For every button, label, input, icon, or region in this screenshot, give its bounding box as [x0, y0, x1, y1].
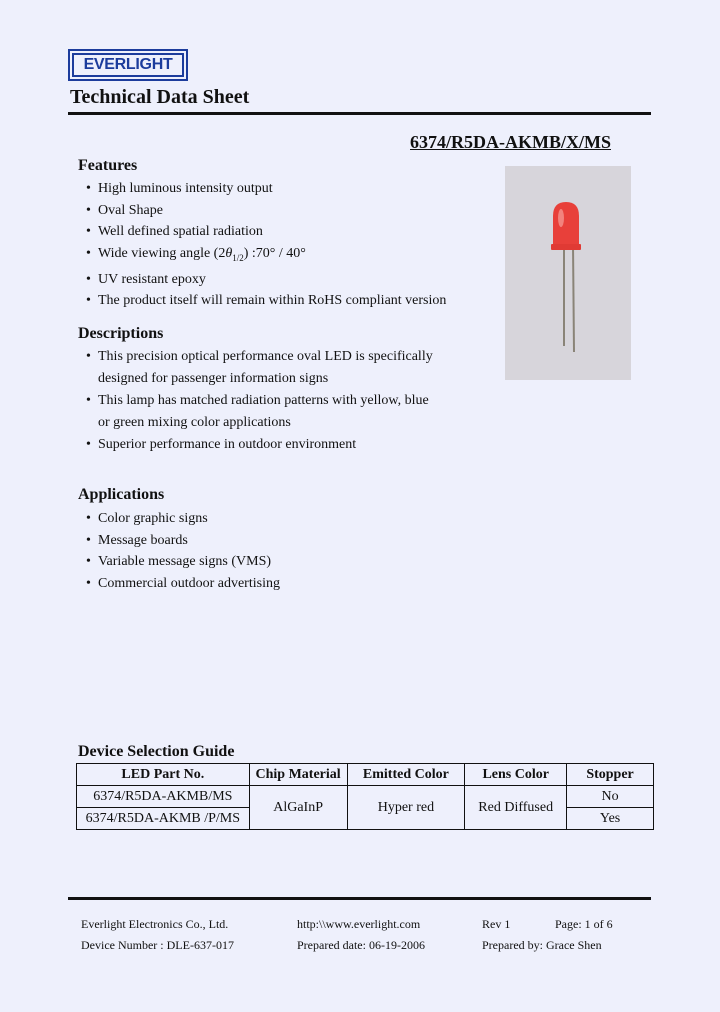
device-selection-heading: Device Selection Guide: [78, 743, 235, 760]
list-item: • Well defined spatial radiation: [86, 221, 446, 243]
column-header: Emitted Color: [347, 764, 465, 786]
features-list: [86, 178, 446, 312]
device-selection-table: [76, 763, 654, 830]
footer-prepared-by: Prepared by: Grace Shen: [482, 938, 602, 952]
footer-page: Page: 1 of 6: [555, 917, 613, 931]
table-row: [77, 786, 654, 808]
led-product-photo: [505, 166, 631, 380]
part-number-title: 6374/R5DA-AKMB/X/MS: [410, 132, 611, 152]
theta-subscript: 1/2: [232, 252, 244, 263]
footer-company: Everlight Electronics Co., Ltd.: [81, 917, 229, 931]
list-item: • Variable message signs (VMS): [86, 551, 280, 573]
chip-material-cell: AlGaInP: [249, 786, 347, 830]
viewing-angle-prefix: Wide viewing angle (2: [98, 245, 226, 261]
table-header-row: [77, 764, 654, 786]
list-item: [86, 346, 433, 390]
list-item: • Commercial outdoor advertising: [86, 573, 280, 595]
list-item: • Color graphic signs: [86, 508, 280, 530]
descriptions-list: [86, 346, 433, 456]
emitted-color-cell: Hyper red: [347, 786, 465, 830]
column-header: LED Part No.: [77, 764, 250, 786]
applications-list: [86, 508, 280, 594]
description-line: designed for passenger information signs: [98, 371, 329, 386]
applications-heading: Applications: [78, 486, 165, 503]
stopper-cell: No: [567, 786, 654, 808]
logo-text: EVERLIGHT: [72, 53, 184, 77]
header-divider: [68, 112, 651, 115]
description-line: or green mixing color applications: [98, 415, 291, 430]
part-number-cell: 6374/R5DA-AKMB /P/MS: [77, 808, 250, 830]
description-line: This precision optical performance oval LED is specifically: [98, 349, 433, 364]
column-header: Lens Color: [465, 764, 567, 786]
list-item: • UV resistant epoxy: [86, 269, 446, 291]
everlight-logo: [68, 49, 188, 81]
column-header: Chip Material: [249, 764, 347, 786]
footer-device-number: Device Number : DLE-637-017: [81, 938, 234, 952]
lens-color-cell: Red Diffused: [465, 786, 567, 830]
list-item: • Message boards: [86, 530, 280, 552]
footer-url[interactable]: http:\\www.everlight.com: [297, 917, 421, 931]
viewing-angle-suffix: ) :70° / 40°: [243, 245, 306, 261]
list-item: • The product itself will remain within RoHS compliant version: [86, 290, 446, 312]
footer-divider: [68, 897, 651, 900]
list-item: • Superior performance in outdoor environment: [86, 434, 433, 456]
stopper-cell: Yes: [567, 808, 654, 830]
list-item: • High luminous intensity output: [86, 178, 446, 200]
column-header: Stopper: [567, 764, 654, 786]
list-item: [86, 390, 433, 434]
footer-prepared-date: Prepared date: 06-19-2006: [297, 938, 425, 952]
list-item: • Oval Shape: [86, 200, 446, 222]
features-heading: Features: [78, 157, 138, 174]
part-number-cell: 6374/R5DA-AKMB/MS: [77, 786, 250, 808]
list-item-viewing-angle: [86, 243, 446, 269]
led-illustration: [505, 166, 631, 380]
footer-revision: Rev 1: [482, 917, 511, 931]
descriptions-heading: Descriptions: [78, 325, 164, 342]
description-line: This lamp has matched radiation patterns with yellow, blue: [98, 393, 429, 408]
document-title: Technical Data Sheet: [70, 86, 250, 108]
theta-symbol: θ: [225, 245, 233, 261]
